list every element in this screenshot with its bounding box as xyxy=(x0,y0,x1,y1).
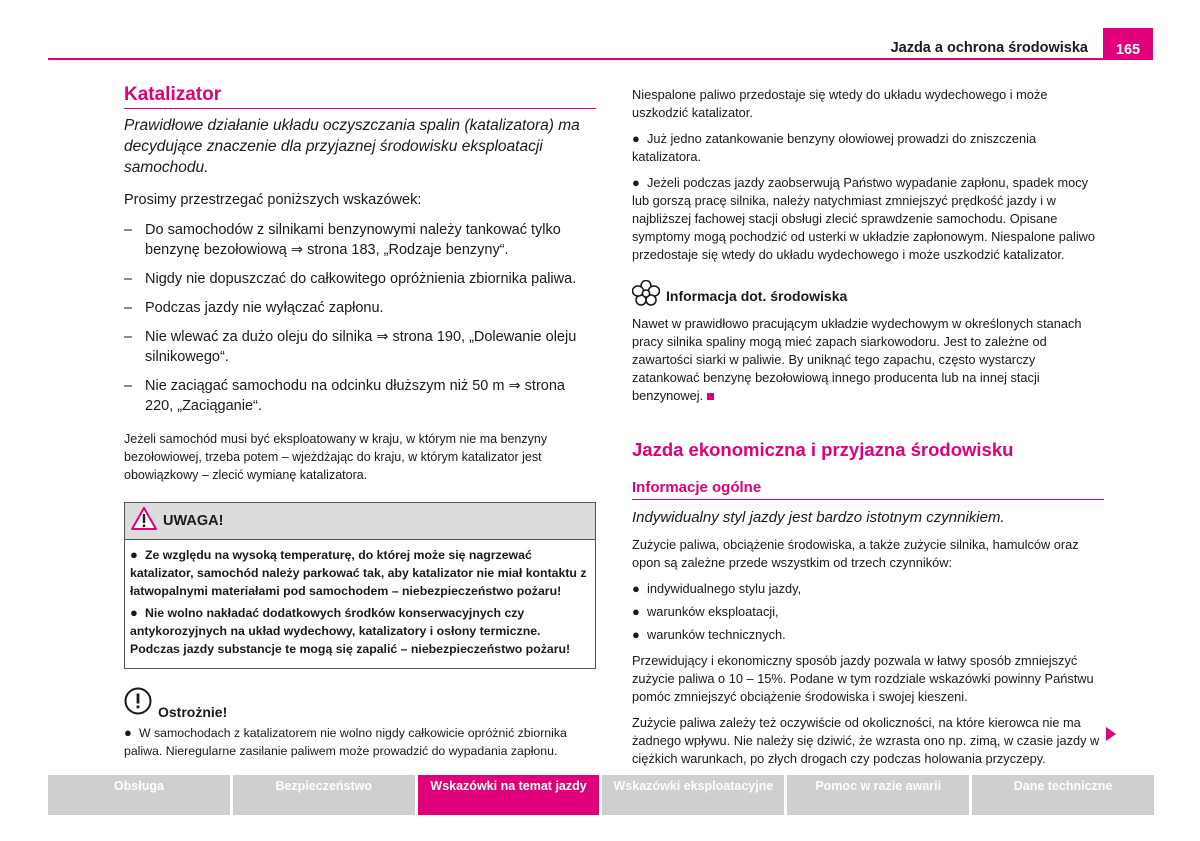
nav-tab-dane-techniczne[interactable]: Dane techniczne xyxy=(972,775,1154,815)
header-rule xyxy=(48,58,1152,60)
warning-item: ● Nie wolno nakładać dodatkowych środków konserwacyjnych czy antykorozyjnych na układ wydechowy, katalizatory i osłony termiczne. Podczas jazdy substancje te mogą się zapalić – niebezpieczeństwo pożaru! xyxy=(130,605,571,656)
instructions-intro: Prosimy przestrzegać poniższych wskazówek: xyxy=(124,192,422,208)
left-column xyxy=(124,84,596,760)
environment-info-text: Nawet w prawidłowo pracującym układzie wydechowym w określonych stanach pracy silnika spaliny mogą mieć zapach siarkowodoru. Jest to zależne od zawartości siarki w paliwie. By uniknąć tego zapachu, często wystarczy zatankować benzynę bezołowiową innego producenta lub na innej stacji benzynowej. xyxy=(632,316,1082,403)
warning-header xyxy=(125,503,595,540)
bullet-icon: ● xyxy=(632,131,640,146)
list-item: – Nie wlewać za dużo oleju do silnika ⇒ strona 190, „Dolewanie oleju silnikowego“. xyxy=(124,327,596,367)
caution-text: ● W samochodach z katalizatorem nie wolno nigdy całkowicie opróżnić zbiornika paliwa. Nieregularne zasilanie paliwem może prowadzić do wypadania zapłonu. xyxy=(124,725,567,758)
lead-paragraph: Prawidłowe działanie układu oczyszczania spalin (katalizatora) ma decydujące znaczenie dla przyjaznej środowisku eksploatacji samochodu. xyxy=(124,117,580,176)
warning-box xyxy=(124,502,596,669)
nav-tab-obsluga[interactable]: Obsługa xyxy=(48,775,230,815)
exclamation-circle-icon xyxy=(124,687,152,720)
environment-info-title: Informacja dot. środowiska xyxy=(666,287,848,304)
warning-title: UWAGA! xyxy=(163,513,224,529)
bullet-icon: ● xyxy=(632,627,640,642)
bullet-icon: ● xyxy=(632,175,640,190)
section-title-eco-driving: Jazda ekonomiczna i przyjazna środowisku xyxy=(632,439,1014,460)
list-item: – Nie zaciągać samochodu na odcinku dłuższym niż 50 m ⇒ strona 220, „Zaciąganie“. xyxy=(124,376,596,416)
warning-item: ● Ze względu na wysoką temperaturę, do której może się nagrzewać katalizator, samochód należy parkować tak, aby katalizator nie miał kontaktu z łatwopalnymi materiałami pod samochodem – niebezpieczeństwo pożaru! xyxy=(130,547,587,598)
environment-info-header xyxy=(632,280,1104,311)
bullet-paragraph: ● Już jedno zatankowanie benzyny ołowiowej prowadzi do zniszczenia katalizatora. xyxy=(632,131,1037,164)
list-item: ● warunków technicznych. xyxy=(632,627,786,642)
factors-list xyxy=(632,580,1104,644)
subsection-title: Informacje ogólne xyxy=(632,479,1104,500)
warning-body xyxy=(125,540,595,668)
continued-paragraph: Niespalone paliwo przedostaje się wtedy do układu wydechowego i może uszkodzić katalizator. xyxy=(632,87,1048,120)
bullet-icon: ● xyxy=(130,605,138,620)
warning-triangle-icon xyxy=(131,507,157,535)
savings-paragraph: Przewidujący i ekonomiczny sposób jazdy pozwala w łatwy sposób zmniejszyć zużycie paliwa o 10 – 15%. Podane w tym rozdziale wskazówki powinny Państwu pomóc zmniejszyć obciążenie środowiska i swojej kieszeni. xyxy=(632,653,1094,704)
subsection-lead: Indywidualny styl jazdy jest bardzo istotnym czynnikiem. xyxy=(632,509,1005,526)
factors-intro: Zużycie paliwa, obciążenie środowiska, a także zużycie silnika, hamulców oraz opon są zależne przede wszystkim od trzech czynników: xyxy=(632,537,1079,570)
list-item: ● indywidualnego stylu jazdy, xyxy=(632,581,802,596)
section-title-katalizator: Katalizator xyxy=(124,84,596,109)
bullet-icon: ● xyxy=(632,604,640,619)
bullet-icon: ● xyxy=(130,547,138,562)
consumption-paragraph: Zużycie paliwa zależy też oczywiście od okoliczności, na które kierowca nie ma żadnego wpływu. Nie należy się dziwić, że wzrasta ono np. zimą, w czasie jazdy w ciężkich warunkach, po złych drogach czy podczas holowania przyczepy. xyxy=(632,715,1100,766)
caution-title: Ostrożnie! xyxy=(158,704,228,720)
right-column xyxy=(632,86,1104,776)
bullet-icon: ● xyxy=(124,725,132,740)
list-item: ● warunków eksploatacji, xyxy=(632,604,779,619)
bullet-paragraph: ● Jeżeli podczas jazdy zaobserwują Państwo wypadanie zapłonu, spadek mocy lub gorszą pracę silnika, należy natychmiast zmniejszyć prędkość jazdy i w najbliższej fachowej stacji obsługi zlecić sprawdzenie samochodu. Opisane symptomy mogą pochodzić od usterki w układzie zapłonowym. Niespalone paliwo przedostaje się wtedy do układu wydechowego i może uszkodzić katalizator. xyxy=(632,175,1096,262)
list-item: – Nigdy nie dopuszczać do całkowitego opróżnienia zbiornika paliwa. xyxy=(124,269,596,289)
instructions-list xyxy=(124,220,596,416)
list-item: – Do samochodów z silnikami benzynowymi należy tankować tylko benzynę bezołowiową ⇒ strona 183, „Rodzaje benzyny“. xyxy=(124,220,596,260)
continue-arrow-icon xyxy=(1106,727,1116,741)
caution-header xyxy=(124,687,596,720)
running-header-title: Jazda a ochrona środowiska xyxy=(890,40,1088,56)
nav-tab-pomoc-awarii[interactable]: Pomoc w razie awarii xyxy=(787,775,969,815)
page-number: 165 xyxy=(1103,28,1153,60)
nav-tab-wskazowki-jazdy[interactable]: Wskazówki na temat jazdy xyxy=(418,775,600,815)
flower-icon xyxy=(632,280,660,311)
caution-block xyxy=(124,687,596,760)
end-marker-icon xyxy=(707,393,714,400)
note-paragraph: Jeżeli samochód musi być eksploatowany w kraju, w którym nie ma benzyny bezołowiowej, trzeba potem – wjeżdżając do kraju, w którym katalizator jest obowiązkowy – zlecić wymianę katalizatora. xyxy=(124,432,548,482)
chapter-nav xyxy=(48,775,1154,815)
bullet-icon: ● xyxy=(632,581,640,596)
nav-tab-bezpieczenstwo[interactable]: Bezpieczeństwo xyxy=(233,775,415,815)
nav-tab-wskazowki-eksploatacyjne[interactable]: Wskazówki eksploatacyjne xyxy=(602,775,784,815)
list-item: – Podczas jazdy nie wyłączać zapłonu. xyxy=(124,298,596,318)
